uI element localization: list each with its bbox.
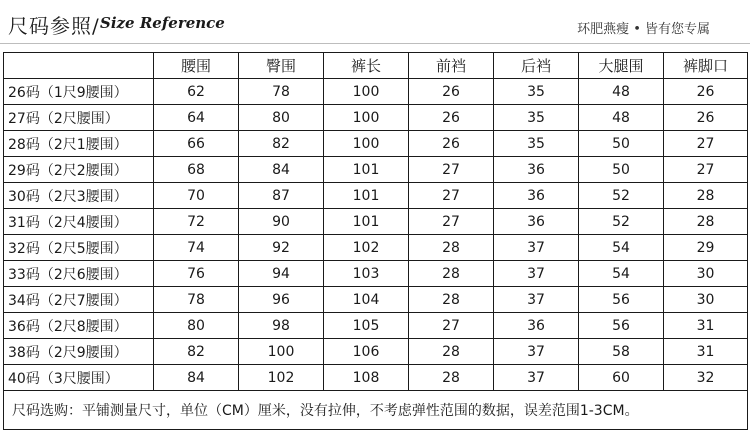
- measurement-cell: 60: [579, 365, 664, 391]
- column-header: 裤长: [324, 53, 409, 79]
- note-row: [4, 391, 748, 430]
- table-row: [4, 183, 748, 209]
- measurement-cell: 27: [409, 157, 494, 183]
- measurement-cell: 37: [494, 261, 579, 287]
- measurement-cell: 105: [324, 313, 409, 339]
- size-label-cell: 33码（2尺6腰围）: [4, 261, 154, 287]
- table-row: [4, 313, 748, 339]
- measurement-cell: 35: [494, 79, 579, 105]
- column-header: 臀围: [239, 53, 324, 79]
- measurement-cell: 37: [494, 339, 579, 365]
- measurement-cell: 35: [494, 131, 579, 157]
- measurement-cell: 102: [239, 365, 324, 391]
- size-label-cell: 29码（2尺2腰围）: [4, 157, 154, 183]
- measurement-cell: 28: [409, 339, 494, 365]
- table-row: [4, 261, 748, 287]
- measurement-cell: 27: [409, 209, 494, 235]
- measurement-cell: 50: [579, 157, 664, 183]
- measurement-cell: 58: [579, 339, 664, 365]
- measurement-cell: 28: [409, 287, 494, 313]
- measurement-cell: 94: [239, 261, 324, 287]
- table-row: [4, 365, 748, 391]
- size-label-cell: 36码（2尺8腰围）: [4, 313, 154, 339]
- measurement-cell: 26: [409, 79, 494, 105]
- size-label-cell: 40码（3尺腰围）: [4, 365, 154, 391]
- measurement-cell: 26: [409, 131, 494, 157]
- measurement-cell: 101: [324, 183, 409, 209]
- measurement-cell: 103: [324, 261, 409, 287]
- size-label-cell: 34码（2尺7腰围）: [4, 287, 154, 313]
- table-row: [4, 105, 748, 131]
- measurement-cell: 28: [664, 209, 748, 235]
- measurement-cell: 54: [579, 261, 664, 287]
- table-row: [4, 235, 748, 261]
- measurement-cell: 36: [494, 313, 579, 339]
- size-label-cell: 27码（2尺腰围）: [4, 105, 154, 131]
- size-label-cell: 26码（1尺9腰围）: [4, 79, 154, 105]
- measurement-cell: 31: [664, 313, 748, 339]
- measurement-cell: 56: [579, 287, 664, 313]
- column-header: [4, 53, 154, 79]
- measurement-cell: 92: [239, 235, 324, 261]
- measurement-cell: 74: [154, 235, 239, 261]
- size-label-cell: 30码（2尺3腰围）: [4, 183, 154, 209]
- measurement-cell: 84: [154, 365, 239, 391]
- column-header: 裤脚口: [664, 53, 748, 79]
- measurement-cell: 36: [494, 183, 579, 209]
- size-label-cell: 31码（2尺4腰围）: [4, 209, 154, 235]
- measurement-cell: 106: [324, 339, 409, 365]
- measurement-cell: 28: [664, 183, 748, 209]
- measurement-cell: 48: [579, 105, 664, 131]
- header: [0, 0, 750, 50]
- measurement-cell: 90: [239, 209, 324, 235]
- measurement-cell: 36: [494, 209, 579, 235]
- measurement-cell: 27: [409, 313, 494, 339]
- measurement-cell: 101: [324, 209, 409, 235]
- table-body: [4, 79, 748, 391]
- measurement-cell: 87: [239, 183, 324, 209]
- size-table: [3, 52, 748, 430]
- slogan: 环肥燕瘦 • 皆有您专属: [577, 22, 710, 37]
- measurement-cell: 37: [494, 365, 579, 391]
- column-header: 腰围: [154, 53, 239, 79]
- measurement-cell: 100: [324, 105, 409, 131]
- size-label-cell: 32码（2尺5腰围）: [4, 235, 154, 261]
- measurement-cell: 80: [154, 313, 239, 339]
- measurement-cell: 54: [579, 235, 664, 261]
- measurement-cell: 108: [324, 365, 409, 391]
- measurement-cell: 26: [664, 105, 748, 131]
- measurement-cell: 100: [324, 79, 409, 105]
- measurement-cell: 37: [494, 235, 579, 261]
- header-divider: [0, 43, 750, 44]
- table-row: [4, 157, 748, 183]
- measurement-cell: 29: [664, 235, 748, 261]
- table-row: [4, 79, 748, 105]
- measurement-cell: 30: [664, 287, 748, 313]
- column-header: 前裆: [409, 53, 494, 79]
- measurement-cell: 84: [239, 157, 324, 183]
- measurement-cell: 52: [579, 209, 664, 235]
- measurement-cell: 96: [239, 287, 324, 313]
- measurement-cell: 27: [664, 157, 748, 183]
- measurement-cell: 66: [154, 131, 239, 157]
- table-header-row: [4, 53, 748, 79]
- measurement-cell: 78: [154, 287, 239, 313]
- measurement-cell: 64: [154, 105, 239, 131]
- measurement-cell: 36: [494, 157, 579, 183]
- measurement-cell: 76: [154, 261, 239, 287]
- column-header: 大腿围: [579, 53, 664, 79]
- title-chinese: 尺码参照/: [8, 14, 100, 38]
- table-row: [4, 209, 748, 235]
- measurement-cell: 68: [154, 157, 239, 183]
- size-label-cell: 38码（2尺9腰围）: [4, 339, 154, 365]
- table-row: [4, 339, 748, 365]
- measurement-cell: 80: [239, 105, 324, 131]
- column-header: 后裆: [494, 53, 579, 79]
- measurement-cell: 70: [154, 183, 239, 209]
- measurement-cell: 98: [239, 313, 324, 339]
- measurement-cell: 78: [239, 79, 324, 105]
- measurement-cell: 82: [239, 131, 324, 157]
- measurement-cell: 27: [664, 131, 748, 157]
- measurement-cell: 30: [664, 261, 748, 287]
- measurement-cell: 28: [409, 235, 494, 261]
- measurement-cell: 31: [664, 339, 748, 365]
- measurement-cell: 52: [579, 183, 664, 209]
- measurement-cell: 35: [494, 105, 579, 131]
- size-label-cell: 28码（2尺1腰围）: [4, 131, 154, 157]
- measurement-cell: 100: [239, 339, 324, 365]
- measurement-cell: 26: [409, 105, 494, 131]
- size-note: 尺码选购：平铺测量尺寸，单位（CM）厘米，没有拉伸，不考虑弹性范围的数据，误差范围1-3CM。: [4, 391, 748, 430]
- measurement-cell: 82: [154, 339, 239, 365]
- measurement-cell: 48: [579, 79, 664, 105]
- measurement-cell: 72: [154, 209, 239, 235]
- measurement-cell: 104: [324, 287, 409, 313]
- measurement-cell: 50: [579, 131, 664, 157]
- table-row: [4, 131, 748, 157]
- measurement-cell: 27: [409, 183, 494, 209]
- measurement-cell: 102: [324, 235, 409, 261]
- measurement-cell: 56: [579, 313, 664, 339]
- table-row: [4, 287, 748, 313]
- measurement-cell: 101: [324, 157, 409, 183]
- measurement-cell: 32: [664, 365, 748, 391]
- title-english: Size Reference: [100, 14, 225, 32]
- measurement-cell: 37: [494, 287, 579, 313]
- measurement-cell: 28: [409, 261, 494, 287]
- measurement-cell: 28: [409, 365, 494, 391]
- measurement-cell: 26: [664, 79, 748, 105]
- measurement-cell: 100: [324, 131, 409, 157]
- measurement-cell: 62: [154, 79, 239, 105]
